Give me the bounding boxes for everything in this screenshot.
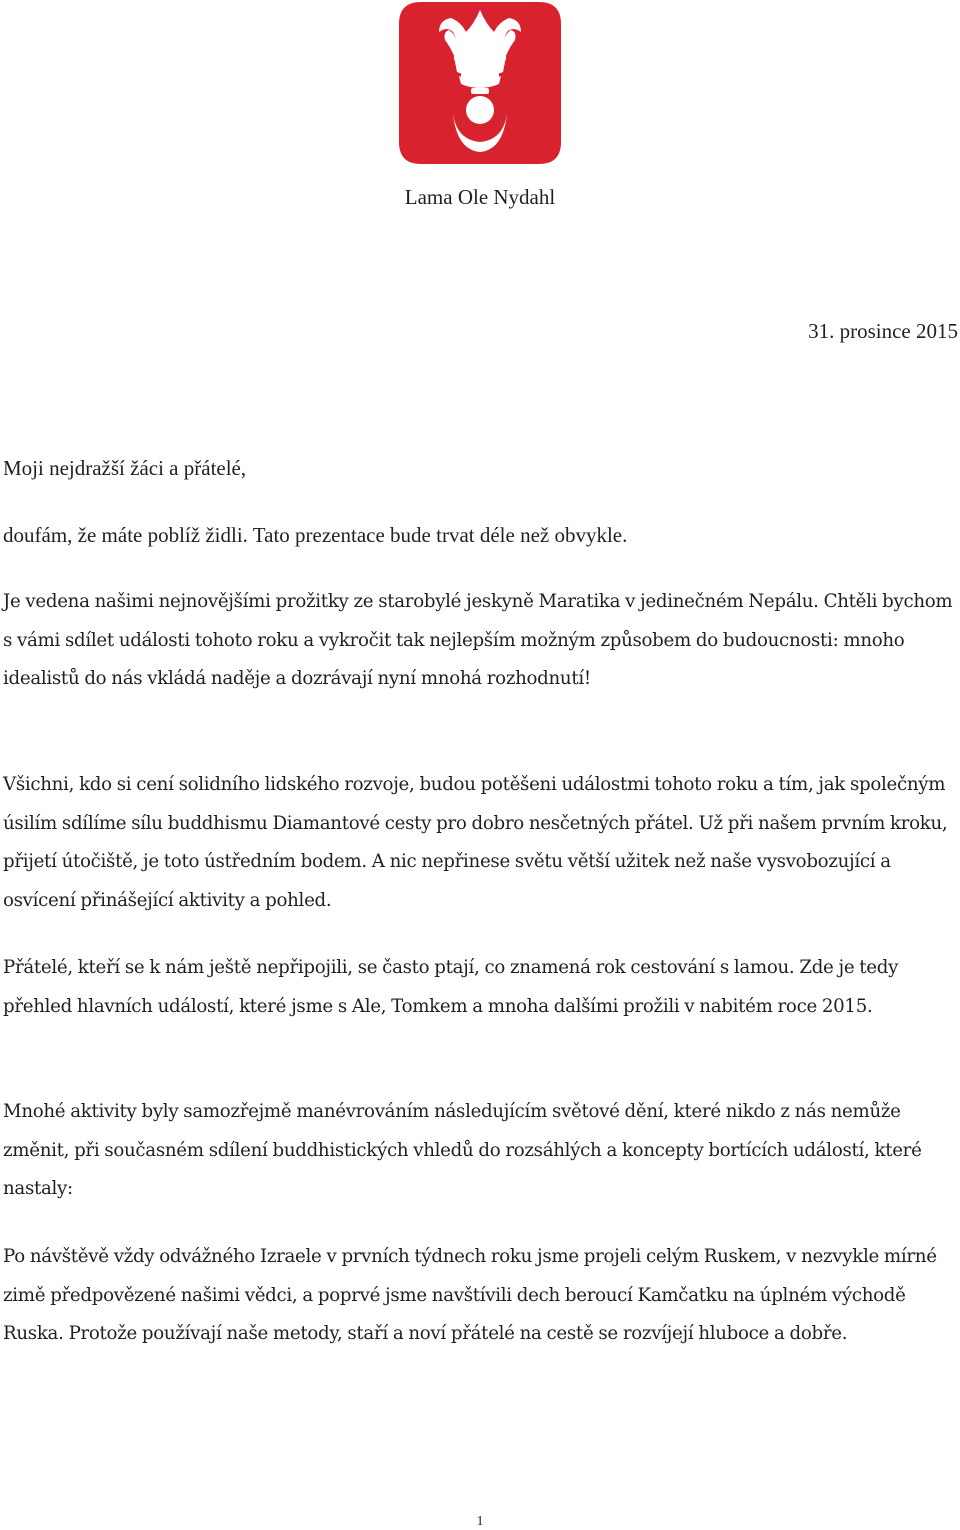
paragraph-development: Všichni, kdo si cení solidního lidského rozvoje, budou potěšeni událostmi tohoto roku a tím, jak společným úsilím sdílíme sílu buddhismu Diamantové cesty pro dobro nesčetných přátel. Už při našem prvním kroku, přijetí útočiště, je toto ústředním bodem. A nic nepřinese světu větší užitek než naše vysvobozující a osvícení přinášející aktivity a pohled. [3, 774, 948, 911]
logo [399, 2, 561, 164]
page-number: 1 [476, 1514, 484, 1529]
greeting: Moji nejdražší žáci a přátelé, [3, 456, 247, 480]
paragraph-maratika: Je vedena našimi nejnovějšími prožitky ze starobylé jeskyně Maratika v jedinečném Nepálu. Chtěli bychom s vámi sdílet události tohoto roku a vykročit tak nejlepším možným způsobem do budoucnosti: mnoho idealistů do nás vkládá naděje a dozrávají nyní mnohá rozhodnutí! [3, 591, 953, 690]
paragraph-israel-russia: Po návštěvě vždy odvážného Izraele v prvních týdnech roku jsme projeli celým Ruskem, v nezvykle mírné zimě předpovězené našimi vědci, a poprvé jsme navštívili dech beroucí Kamčatku na úplném východě Ruska. Protože používají naše metody, staří a noví přátelé na cestě se rozvíjejí hluboce a dobře. [3, 1246, 937, 1345]
author-name: Lama Ole Nydahl [404, 185, 556, 209]
dorje-crown-icon [399, 2, 561, 164]
intro-paragraph: doufám, že máte poblíž židli. Tato prezentace bude trvat déle než obvykle. [3, 523, 628, 547]
paragraph-activities: Mnohé aktivity byly samozřejmě manévrováním následujícím světové dění, které nikdo z nás nemůže změnit, při současném sdílení buddhistických vhledů do rozsáhlých a koncepty bortících událostí, které nastaly: [3, 1101, 922, 1200]
paragraph-friends: Přátelé, kteří se k nám ještě nepřipojili, se často ptají, co znamená rok cestování s lamou. Zde je tedy přehled hlavních událostí, které jsme s Ale, Tomkem a mnoha dalšími prožili v nabitém roce 2015. [3, 957, 899, 1017]
letter-date: 31. prosince 2015 [808, 319, 958, 343]
